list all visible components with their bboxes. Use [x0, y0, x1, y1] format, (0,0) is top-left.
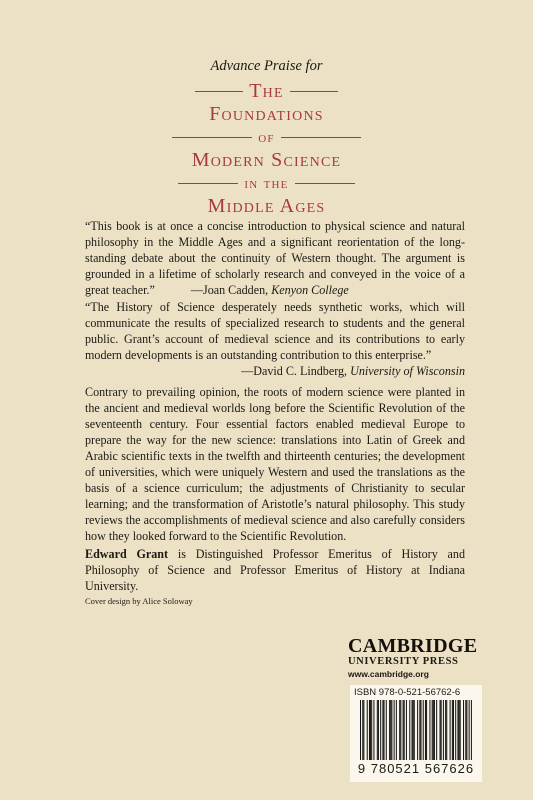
- title-line-2: Foundations: [209, 103, 324, 125]
- praise-quote-cadden: [85, 218, 465, 298]
- quote-attribution: —David C. Lindberg, University of Wisconsin: [241, 364, 465, 378]
- praise-quote-lindberg: [85, 299, 465, 379]
- title-line-4: Modern Science: [191, 149, 342, 171]
- title-line-6: Middle Ages: [207, 195, 326, 217]
- praise-heading: Advance Praise for: [210, 58, 323, 74]
- title-line-1: The: [0, 80, 533, 103]
- barcode-icon: [360, 700, 472, 760]
- author-bio: Edward Grant is Distinguished Professor Emeritus of History and Philosophy of Science and Professor Emeritus of History at Indiana University.: [85, 547, 466, 593]
- publisher-logo: [348, 636, 488, 680]
- author-name: Edward Grant: [85, 547, 169, 561]
- title-line-5: in the: [0, 172, 533, 195]
- title-rule: [295, 183, 355, 185]
- publisher-url: www.cambridge.org: [348, 669, 429, 679]
- isbn-label: ISBN 978-0-521-56762-6: [354, 687, 461, 698]
- title-rule: [172, 137, 252, 139]
- book-title: [0, 80, 533, 218]
- book-description: Contrary to prevailing opinion, the roots of modern science were planted in the ancient and medieval worlds long before the Scientific Revolution of the seventeenth century. Four essential factors enabled medieval Europe to prepare the way for the new science: translations into Latin of Greek and Arabic scientific texts in the twelfth and thirteenth centuries; the development of universities, which were uniquely Western and used the translations as the basis of a science curriculum; the adjustments of Christianity to secular learning; and the transformation of Aristotle’s natural philosophy. This study reviews the accomplishments of medieval science and also carefully considers how they looked forward to the Scientific Revolution.: [85, 385, 465, 543]
- title-rule: [290, 91, 338, 93]
- title-rule: [281, 137, 361, 139]
- publisher-name: CAMBRIDGE: [348, 635, 478, 657]
- quote-text: “This book is at once a concise introduction to physical science and natural philosophy in the Middle Ages and a significant reorientation of the long-standing debate about the continuity of Western thought. The argument is grounded in a lifetime of scholarly research and conveyed in the voice of a great teacher.”: [85, 219, 465, 297]
- title-rule: [178, 183, 238, 185]
- title-line-3: of: [0, 126, 533, 149]
- publisher-subtitle: UNIVERSITY PRESS: [348, 656, 459, 667]
- barcode: [350, 685, 482, 782]
- quote-text: “The History of Science desperately needs synthetic works, which will communicate the results of specialized research to students and the general public. Grant’s account of medieval science and its contributions to early modern developments is an outstanding contribution to this enterprise.”: [85, 300, 465, 362]
- title-rule: [195, 91, 243, 93]
- cover-credit: Cover design by Alice Soloway: [85, 596, 193, 606]
- quote-attribution: —Joan Cadden, Kenyon College: [190, 283, 349, 297]
- barcode-number: 9 780521 567626: [357, 761, 475, 776]
